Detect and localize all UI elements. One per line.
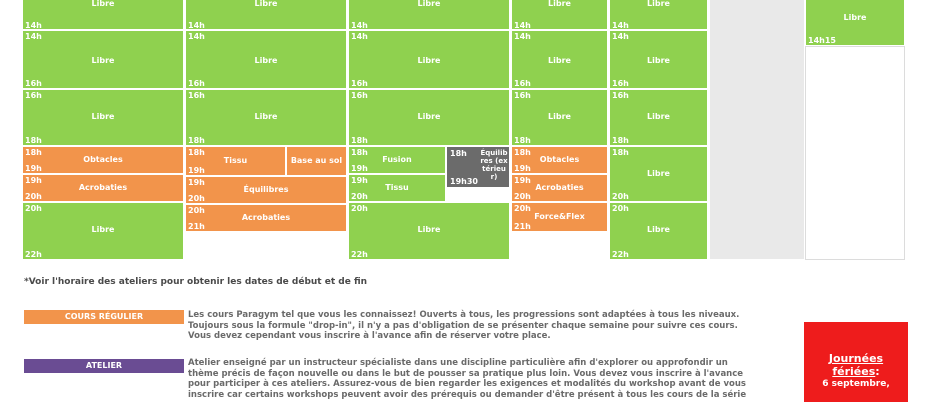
slot-label: Tissu bbox=[385, 183, 409, 192]
time-label: 19h bbox=[514, 176, 531, 185]
slot-col5-libre-5 bbox=[609, 202, 708, 260]
time-label: 14h bbox=[351, 21, 368, 30]
slot-col4-libre-1 bbox=[511, 0, 608, 30]
holidays-title: Journées fériées: bbox=[828, 352, 884, 378]
time-label: 16h bbox=[351, 79, 368, 88]
time-label: 14h bbox=[188, 21, 205, 30]
time-label: 16h bbox=[612, 79, 629, 88]
slot-label: Force&Flex bbox=[534, 212, 585, 221]
time-label: 16h bbox=[351, 91, 368, 100]
time-label: 14h bbox=[612, 21, 629, 30]
slot-label: Libre bbox=[91, 112, 115, 121]
slot-col3-equilibres-exterieur bbox=[446, 146, 510, 188]
time-label: 22h bbox=[351, 250, 368, 259]
slot-label: Équilibres bbox=[243, 185, 289, 194]
slot-col2-libre-3 bbox=[185, 89, 347, 146]
time-label: 18h bbox=[514, 136, 531, 145]
slot-col1-obtacles bbox=[22, 146, 184, 174]
slot-label: Libre bbox=[647, 225, 670, 234]
slot-col2-libre-2 bbox=[185, 30, 347, 89]
desc-line: Toujours sous la formule "drop-in", il n'y a pas d'obligation de se présenter chaque semaine pour suivre ces cours. bbox=[188, 320, 738, 331]
time-label: 18h bbox=[351, 148, 368, 157]
desc-line: Vous devez cependant vous inscrire à l'avance afin de réserver votre place. bbox=[188, 331, 551, 341]
slot-col1-libre-4 bbox=[22, 202, 184, 260]
time-label: 18h bbox=[188, 148, 205, 157]
time-label: 14h bbox=[188, 32, 205, 41]
time-label: 20h bbox=[351, 192, 368, 201]
slot-col5-libre-3 bbox=[609, 89, 708, 146]
time-label: 19h bbox=[351, 176, 368, 185]
slot-label: Libre bbox=[417, 56, 441, 65]
time-label: 18h bbox=[612, 136, 629, 145]
time-label: 21h bbox=[188, 222, 205, 231]
time-label: 14h bbox=[351, 32, 368, 41]
desc-line: pour participer à ces ateliers. Assurez-vous de bien regarder les exigences et modalités du workshop avant de vous bbox=[188, 379, 746, 389]
time-label: 21h bbox=[514, 222, 531, 231]
slot-label: Équilibres (extérieur) bbox=[480, 149, 508, 181]
slot-label: Tissu bbox=[223, 156, 248, 165]
slot-label: Libre bbox=[254, 56, 278, 65]
slot-col3-fusion bbox=[348, 146, 446, 174]
time-label: 14h bbox=[514, 21, 531, 30]
slot-col4-acrobaties bbox=[511, 174, 608, 202]
time-label: 14h15 bbox=[808, 36, 836, 45]
time-label: 20h bbox=[612, 192, 629, 201]
time-label: 19h bbox=[351, 164, 368, 173]
time-label: 18h bbox=[514, 148, 531, 157]
time-label: 16h bbox=[514, 79, 531, 88]
time-label: 18h bbox=[188, 136, 205, 145]
time-label: 20h bbox=[188, 194, 205, 203]
time-label: 18h bbox=[351, 136, 368, 145]
footnote: *Voir l'horaire des ateliers pour obtenir les dates de début et de fin bbox=[24, 277, 368, 287]
legend-workshop-badge: ATELIER bbox=[24, 359, 184, 373]
slot-label: Libre bbox=[647, 56, 670, 65]
time-label: 14h bbox=[25, 32, 42, 41]
slot-col1-libre-2 bbox=[22, 30, 184, 89]
slot-label: Obtacles bbox=[83, 155, 123, 164]
slot-col5-libre-1 bbox=[609, 0, 708, 30]
slot-col1-libre-3 bbox=[22, 89, 184, 146]
slot-col2-equilibres bbox=[185, 176, 347, 204]
time-label: 19h bbox=[25, 176, 42, 185]
holidays-box bbox=[804, 322, 908, 402]
legend-regular-description bbox=[188, 310, 758, 342]
time-label: 22h bbox=[25, 250, 42, 259]
slot-label: Libre bbox=[91, 0, 115, 8]
slot-label: Libre bbox=[417, 112, 441, 121]
legend-regular-badge: COURS RÉGULIER bbox=[24, 310, 184, 324]
slot-label: Acrobaties bbox=[78, 183, 128, 192]
column-6-empty bbox=[709, 0, 805, 260]
slot-label: Libre bbox=[91, 56, 115, 65]
time-label: 14h bbox=[514, 32, 531, 41]
time-label: 20h bbox=[514, 192, 531, 201]
slot-col5-libre-2 bbox=[609, 30, 708, 89]
slot-label: Fusion bbox=[382, 155, 412, 164]
time-label: 16h bbox=[514, 91, 531, 100]
time-label: 16h bbox=[188, 91, 205, 100]
slot-col3-tissu bbox=[348, 174, 446, 202]
slot-label: Libre bbox=[417, 0, 441, 8]
slot-label: Acrobaties bbox=[241, 213, 291, 222]
slot-col4-obtacles bbox=[511, 146, 608, 174]
slot-label: Libre bbox=[91, 225, 115, 234]
time-label: 19h bbox=[188, 178, 205, 187]
slot-col7-empty bbox=[805, 46, 905, 260]
desc-line: thème précis de façon nouvelle ou dans le but de pousser sa pratique plus loin. Vous devez vous inscrire à l'avance bbox=[188, 368, 744, 379]
slot-label: Libre bbox=[647, 112, 670, 121]
time-label: 14h bbox=[25, 21, 42, 30]
time-label: 19h30 bbox=[450, 177, 478, 186]
time-label: 16h bbox=[188, 79, 205, 88]
time-label: 20h bbox=[514, 204, 531, 213]
time-label: 22h bbox=[612, 250, 629, 259]
slot-col3-libre-4 bbox=[348, 202, 510, 260]
desc-line: Les cours Paragym tel que vous les connaissez! Ouverts à tous, les progressions sont adaptées à tous les niveaux. bbox=[188, 310, 740, 320]
slot-label: Libre bbox=[647, 169, 670, 178]
slot-label: Libre bbox=[548, 0, 571, 8]
time-label: 18h bbox=[25, 148, 42, 157]
slot-label: Libre bbox=[843, 13, 867, 22]
slot-col2-tissu bbox=[185, 146, 286, 176]
time-label: 20h bbox=[25, 192, 42, 201]
holidays-date: 6 septembre, bbox=[822, 379, 890, 389]
desc-line: inscrire car certains workshops peuvent avoir des prérequis ou demander d'être présent à tous les cours de la série bbox=[188, 389, 747, 400]
slot-label: Base au sol bbox=[290, 156, 343, 165]
slot-col7-libre bbox=[805, 0, 905, 46]
time-label: 16h bbox=[25, 79, 42, 88]
slot-label: Acrobaties bbox=[535, 183, 584, 192]
time-label: 18h bbox=[612, 148, 629, 157]
slot-label: Libre bbox=[254, 0, 278, 8]
time-label: 16h bbox=[25, 91, 42, 100]
slot-label: Libre bbox=[417, 225, 441, 234]
time-label: 19h bbox=[25, 164, 42, 173]
legend-workshop-description bbox=[188, 358, 758, 400]
time-label: 20h bbox=[25, 204, 42, 213]
time-label: 20h bbox=[188, 206, 205, 215]
time-label: 14h bbox=[612, 32, 629, 41]
slot-col1-libre-1 bbox=[22, 0, 184, 30]
time-label: 20h bbox=[351, 204, 368, 213]
time-label: 19h bbox=[188, 166, 205, 175]
slot-col3-libre-3 bbox=[348, 89, 510, 146]
time-label: 19h bbox=[514, 164, 531, 173]
slot-label: Libre bbox=[548, 112, 571, 121]
slot-col2-base-au-sol bbox=[286, 146, 347, 176]
time-label: 18h bbox=[25, 136, 42, 145]
slot-col4-libre-3 bbox=[511, 89, 608, 146]
time-label: 20h bbox=[612, 204, 629, 213]
slot-col2-libre-1 bbox=[185, 0, 347, 30]
slot-label: Obtacles bbox=[539, 155, 580, 164]
time-label: 18h bbox=[450, 149, 467, 158]
slot-col2-acrobaties bbox=[185, 204, 347, 232]
slot-col3-libre-1 bbox=[348, 0, 510, 30]
slot-label: Libre bbox=[254, 112, 278, 121]
slot-col4-force-flex bbox=[511, 202, 608, 232]
slot-col5-libre-4 bbox=[609, 146, 708, 202]
slot-col3-libre-2 bbox=[348, 30, 510, 89]
slot-col4-libre-2 bbox=[511, 30, 608, 89]
slot-col1-acrobaties bbox=[22, 174, 184, 202]
time-label: 16h bbox=[612, 91, 629, 100]
slot-label: Libre bbox=[647, 0, 670, 8]
desc-line: Atelier enseigné par un instructeur spécialiste dans une discipline particulière afin d'explorer ou approfondir un bbox=[188, 358, 728, 368]
slot-label: Libre bbox=[548, 56, 571, 65]
